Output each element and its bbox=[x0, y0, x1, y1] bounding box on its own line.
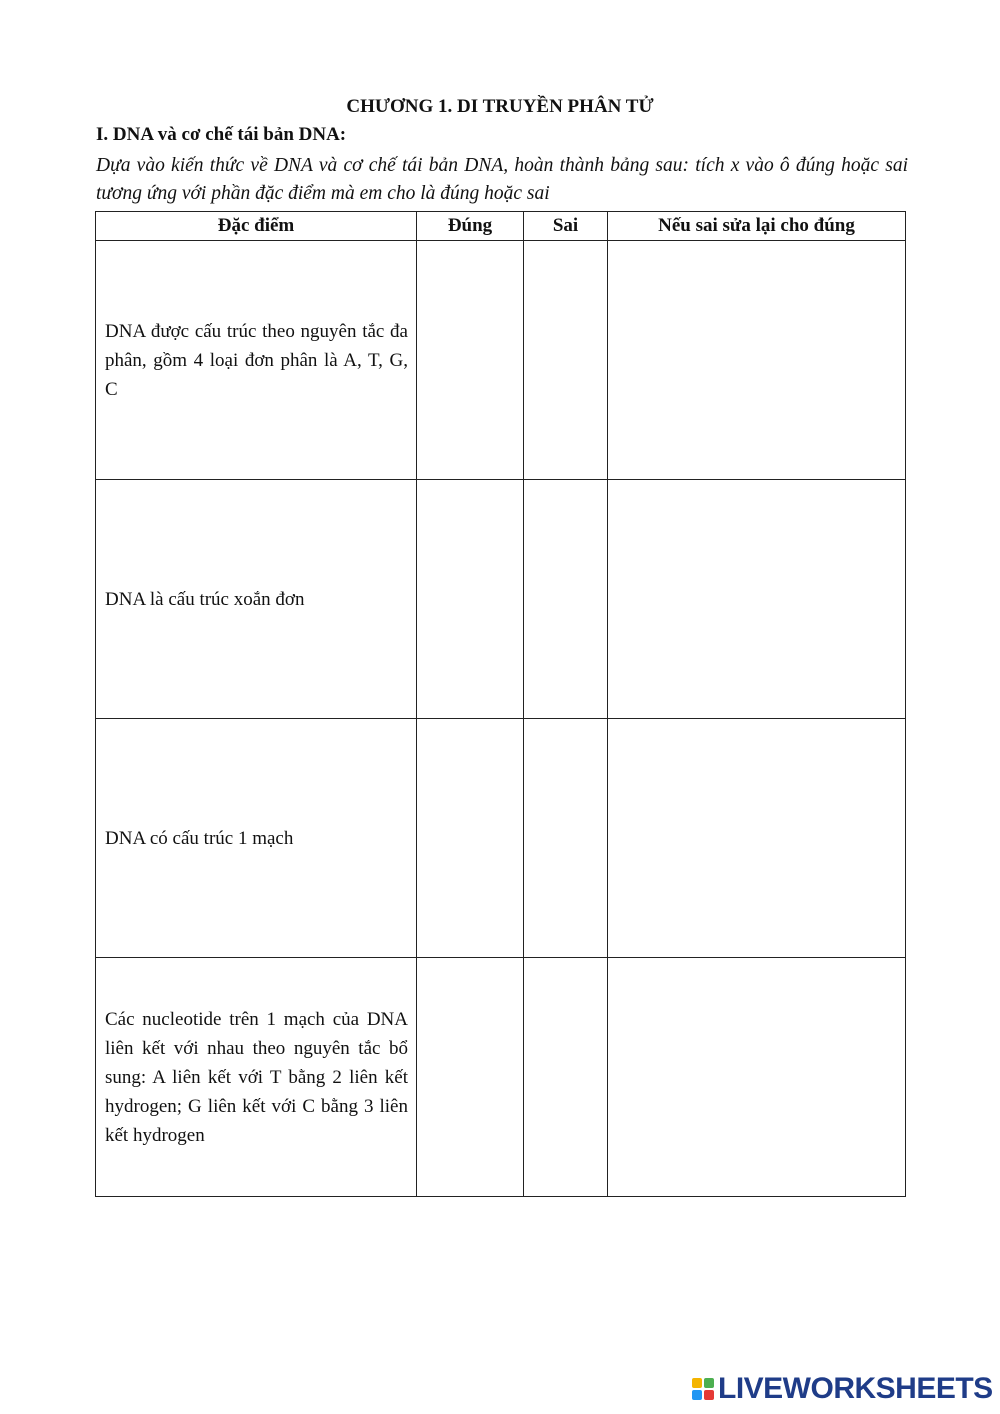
feature-cell: DNA được cấu trúc theo nguyên tắc đa phân, gồm 4 loại đơn phân là A, T, G, C bbox=[96, 241, 417, 480]
logo-tile bbox=[692, 1390, 702, 1400]
header-false: Sai bbox=[524, 212, 608, 241]
true-answer-cell[interactable] bbox=[417, 958, 524, 1197]
instructions: Dựa vào kiến thức về DNA và cơ chế tái bản DNA, hoàn thành bảng sau: tích x vào ô đúng hoặc sai tương ứng với phần đặc điểm mà em cho là đúng hoặc sai bbox=[96, 155, 908, 204]
liveworksheets-watermark bbox=[692, 1374, 993, 1404]
false-answer-cell[interactable] bbox=[524, 958, 608, 1197]
logo-tile bbox=[704, 1390, 714, 1400]
false-answer-cell[interactable] bbox=[524, 719, 608, 958]
liveworksheets-logo-icon bbox=[692, 1378, 714, 1400]
header-row bbox=[96, 212, 906, 241]
logo-tile bbox=[704, 1378, 714, 1388]
section-heading: I. DNA và cơ chế tái bản DNA: bbox=[96, 124, 347, 145]
chapter-title: CHƯƠNG 1. DI TRUYỀN PHÂN TỬ bbox=[346, 96, 654, 117]
correction-cell[interactable] bbox=[608, 719, 906, 958]
false-answer-cell[interactable] bbox=[524, 241, 608, 480]
true-answer-cell[interactable] bbox=[417, 480, 524, 719]
header-true: Đúng bbox=[417, 212, 524, 241]
worksheet-table bbox=[95, 211, 906, 1197]
liveworksheets-wordmark: LIVEWORKSHEETS bbox=[718, 1372, 993, 1405]
correction-cell[interactable] bbox=[608, 480, 906, 719]
false-answer-cell[interactable] bbox=[524, 480, 608, 719]
table-row bbox=[96, 241, 906, 480]
header-feature: Đặc điểm bbox=[96, 212, 417, 241]
header-correction: Nếu sai sửa lại cho đúng bbox=[608, 212, 906, 241]
feature-cell: DNA có cấu trúc 1 mạch bbox=[96, 719, 417, 958]
feature-cell: DNA là cấu trúc xoắn đơn bbox=[96, 480, 417, 719]
table-row bbox=[96, 958, 906, 1197]
logo-tile bbox=[692, 1378, 702, 1388]
feature-cell: Các nucleotide trên 1 mạch của DNA liên kết với nhau theo nguyên tắc bổ sung: A liên kết với T bằng 2 liên kết hydrogen; G liên kết với C bằng 3 liên kết hydrogen bbox=[96, 958, 417, 1197]
table-row bbox=[96, 719, 906, 958]
true-answer-cell[interactable] bbox=[417, 241, 524, 480]
correction-cell[interactable] bbox=[608, 958, 906, 1197]
correction-cell[interactable] bbox=[608, 241, 906, 480]
true-answer-cell[interactable] bbox=[417, 719, 524, 958]
table-row bbox=[96, 480, 906, 719]
